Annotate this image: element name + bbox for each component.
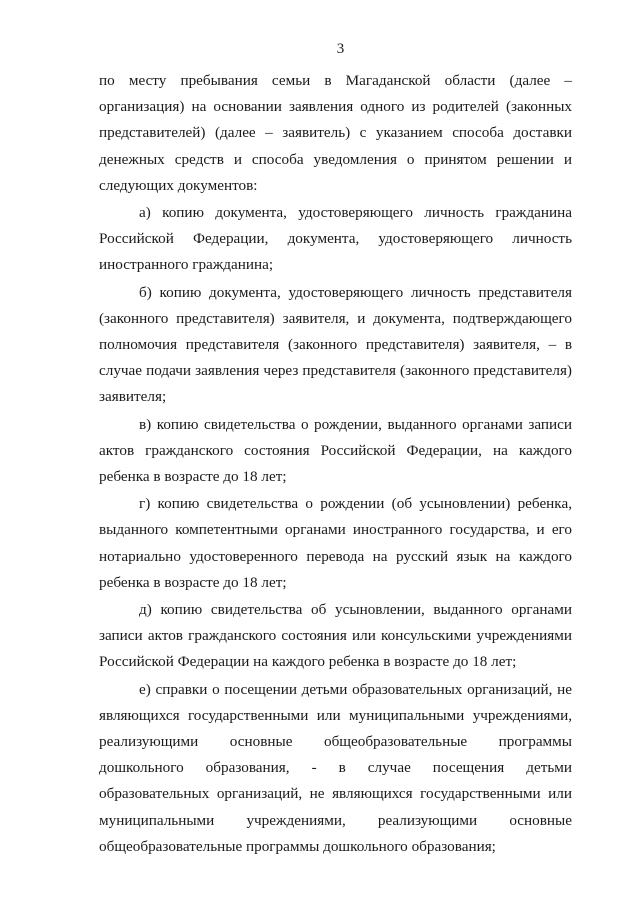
paragraph-intro: по месту пребывания семьи в Магаданской области (далее – организация) на основании заявления одного из родителей (законных представителей) (далее – заявитель) с указанием способа доставки денежных средств и способа уведомления о принятом решении и следующих документов: <box>99 72 572 194</box>
paragraph-item-e: е) справки о посещении детьми образовательных организаций, не являющихся государственными или муниципальными учреждениями, реализующими основные общеобразовательные программы дошкольного образования, - в случае посещения детьми образовательных организаций, не являющихся государственными или муниципальными учреждениями, реализующими основные общеобразовательные программы дошкольного образования; <box>99 680 572 855</box>
paragraph-item-a: а) копию документа, удостоверяющего личность гражданина Российской Федерации, документа, удостоверяющего личность иностранного гражданина; <box>99 204 572 274</box>
paragraph-item-v: в) копию свидетельства о рождении, выданного органами записи актов гражданского состояния Российской Федерации, на каждого ребенка в возрасте до 18 лет; <box>99 415 572 486</box>
page-number: 3 <box>336 41 345 57</box>
paragraph-item-g: г) копию свидетельства о рождении (об усыновлении) ребенка, выданного компетентными органами иностранного государства, и его нотариально удостоверенного перевода на русский язык на каждого ребенка в возрасте до 18 лет; <box>99 495 572 591</box>
paragraph-item-d: д) копию свидетельства об усыновлении, выданного органами записи актов гражданского состояния или консульскими учреждениями Российской Федерации на каждого ребенка в возрасте до 18 лет; <box>99 601 572 671</box>
paragraph-item-b: б) копию документа, удостоверяющего личность представителя (законного представителя) заявителя, и документа, подтверждающего полномочия представителя (законного представителя) заявителя, – в случае подачи заявления через представителя (законного представителя) заявителя; <box>99 283 572 406</box>
